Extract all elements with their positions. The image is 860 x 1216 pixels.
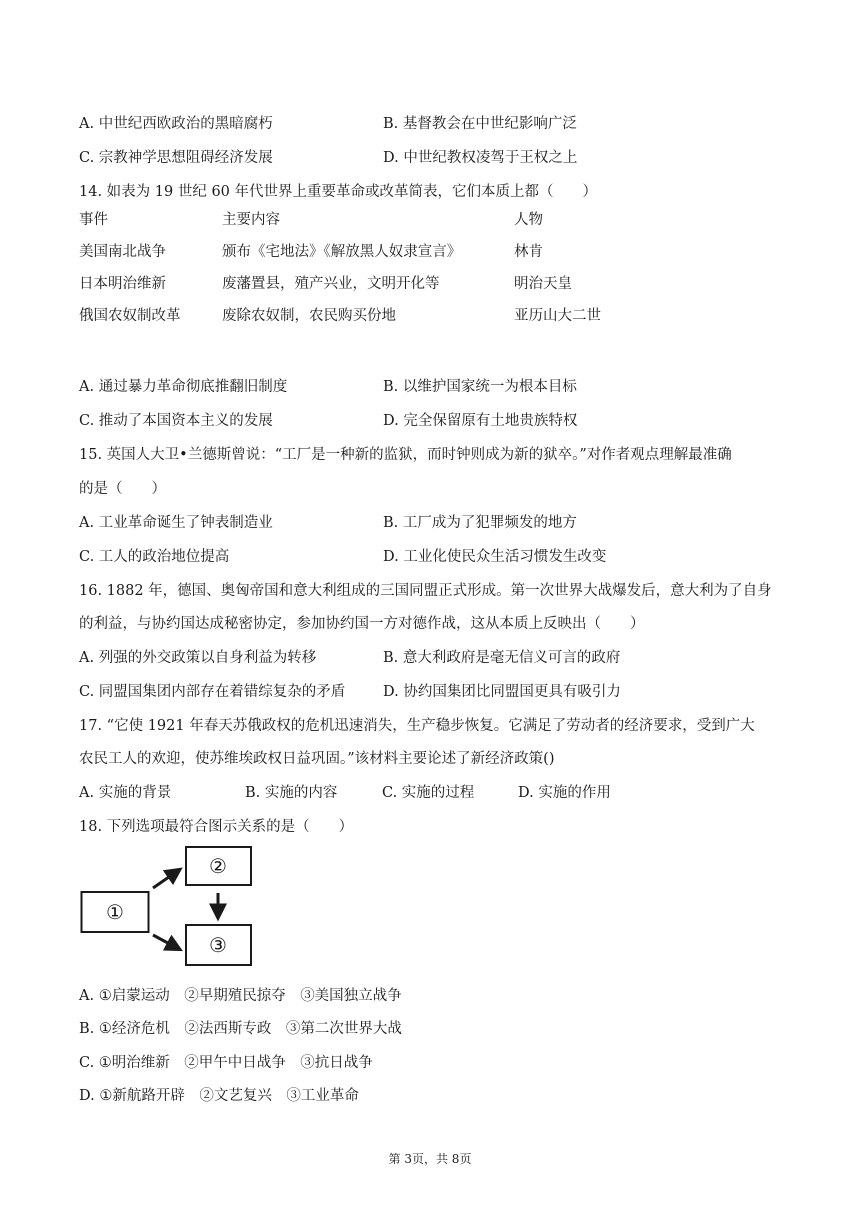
box-2-label: ② — [209, 854, 227, 878]
q17-stem-line1: 17. “它使 1921 年春天苏俄政权的危机迅速消失，生产稳步恢复。它满足了劳动者的经济要求，受到广大 — [79, 718, 755, 734]
q14-option-b: B. 以维护国家统一为根本目标 — [383, 379, 577, 395]
q16-option-d: D. 协约国集团比同盟国更具有吸引力 — [383, 684, 621, 700]
q16-stem-line2: 的利益，与协约国达成秘密协定，参加协约国一方对德作战，这从本质上反映出（ ） — [79, 616, 645, 632]
q14-option-c: C. 推动了本国资本主义的发展 — [79, 413, 273, 429]
q17-stem-line2: 农民工人的欢迎，使苏维埃政权日益巩固。”该材料主要论述了新经济政策() — [79, 751, 555, 767]
table-cell: 美国南北战争 — [79, 244, 166, 260]
q17-option-b: B. 实施的内容 — [245, 785, 338, 801]
table-cell: 亚历山大二世 — [514, 308, 601, 324]
page-footer: 第 3页，共 8页 — [388, 1152, 472, 1166]
q16-stem-line1: 16. 1882 年，德国、奥匈帝国和意大利组成的三国同盟正式形成。第一次世界大战爆发后，意大利为了自身 — [79, 583, 772, 599]
table-cell: 废除农奴制，农民购买份地 — [222, 308, 396, 324]
q16-option-a: A. 列强的外交政策以自身利益为转移 — [79, 650, 317, 666]
q18-option-c: C. ①明治维新 ②甲午中日战争 ③抗日战争 — [79, 1055, 373, 1071]
arrow-1-to-2 — [153, 870, 179, 888]
table-header-event: 事件 — [79, 212, 108, 228]
box-3-label: ③ — [209, 933, 227, 957]
table-header-content: 主要内容 — [222, 212, 280, 228]
q13-option-b: B. 基督教会在中世纪影响广泛 — [383, 116, 577, 132]
q18-stem: 18. 下列选项最符合图示关系的是（ ） — [79, 819, 354, 835]
arrow-1-to-3 — [153, 935, 179, 949]
q15-option-a: A. 工业革命诞生了钟表制造业 — [79, 515, 273, 531]
q17-option-c: C. 实施的过程 — [382, 785, 475, 801]
q18-option-b: B. ①经济危机 ②法西斯专政 ③第二次世界大战 — [79, 1021, 402, 1037]
q13-option-d: D. 中世纪教权凌驾于王权之上 — [383, 150, 578, 166]
q17-option-d: D. 实施的作用 — [518, 785, 611, 801]
q18-option-a: A. ①启蒙运动 ②早期殖民掠夺 ③美国独立战争 — [79, 988, 402, 1004]
box-1-label: ① — [106, 900, 124, 924]
q14-stem: 14. 如表为 19 世纪 60 年代世界上重要革命或改革简表，它们本质上都（ ） — [79, 184, 598, 200]
table-cell: 废藩置县，殖产兴业，文明开化等 — [222, 276, 440, 292]
table-cell: 林肯 — [514, 244, 543, 260]
q16-option-b: B. 意大利政府是毫无信义可言的政府 — [383, 650, 621, 666]
q18-flow-diagram — [80, 845, 260, 970]
q14-option-a: A. 通过暴力革命彻底推翻旧制度 — [79, 379, 288, 395]
q13-option-c: C. 宗教神学思想阻碍经济发展 — [79, 150, 273, 166]
q14-option-d: D. 完全保留原有土地贵族特权 — [383, 413, 578, 429]
q13-option-a: A. 中世纪西欧政治的黑暗腐朽 — [79, 116, 273, 132]
table-header-person: 人物 — [514, 212, 543, 228]
q15-stem-line1: 15. 英国人大卫•兰德斯曾说：“工厂是一种新的监狱，而时钟则成为新的狱卒。”对作者观点理解最准确 — [79, 447, 732, 463]
q15-option-c: C. 工人的政治地位提高 — [79, 549, 230, 565]
q15-stem-line2: 的是（ ） — [79, 481, 166, 497]
q16-option-c: C. 同盟国集团内部存在着错综复杂的矛盾 — [79, 684, 346, 700]
q15-option-b: B. 工厂成为了犯罪频发的地方 — [383, 515, 577, 531]
q18-option-d: D. ①新航路开辟 ②文艺复兴 ③工业革命 — [79, 1088, 359, 1104]
q17-option-a: A. 实施的背景 — [79, 785, 172, 801]
table-cell: 颁布《宅地法》《解放黑人奴隶宣言》 — [222, 244, 462, 260]
table-cell: 明治天皇 — [514, 276, 572, 292]
table-cell: 日本明治维新 — [79, 276, 166, 292]
q15-option-d: D. 工业化使民众生活习惯发生改变 — [383, 549, 607, 565]
table-cell: 俄国农奴制改革 — [79, 308, 181, 324]
